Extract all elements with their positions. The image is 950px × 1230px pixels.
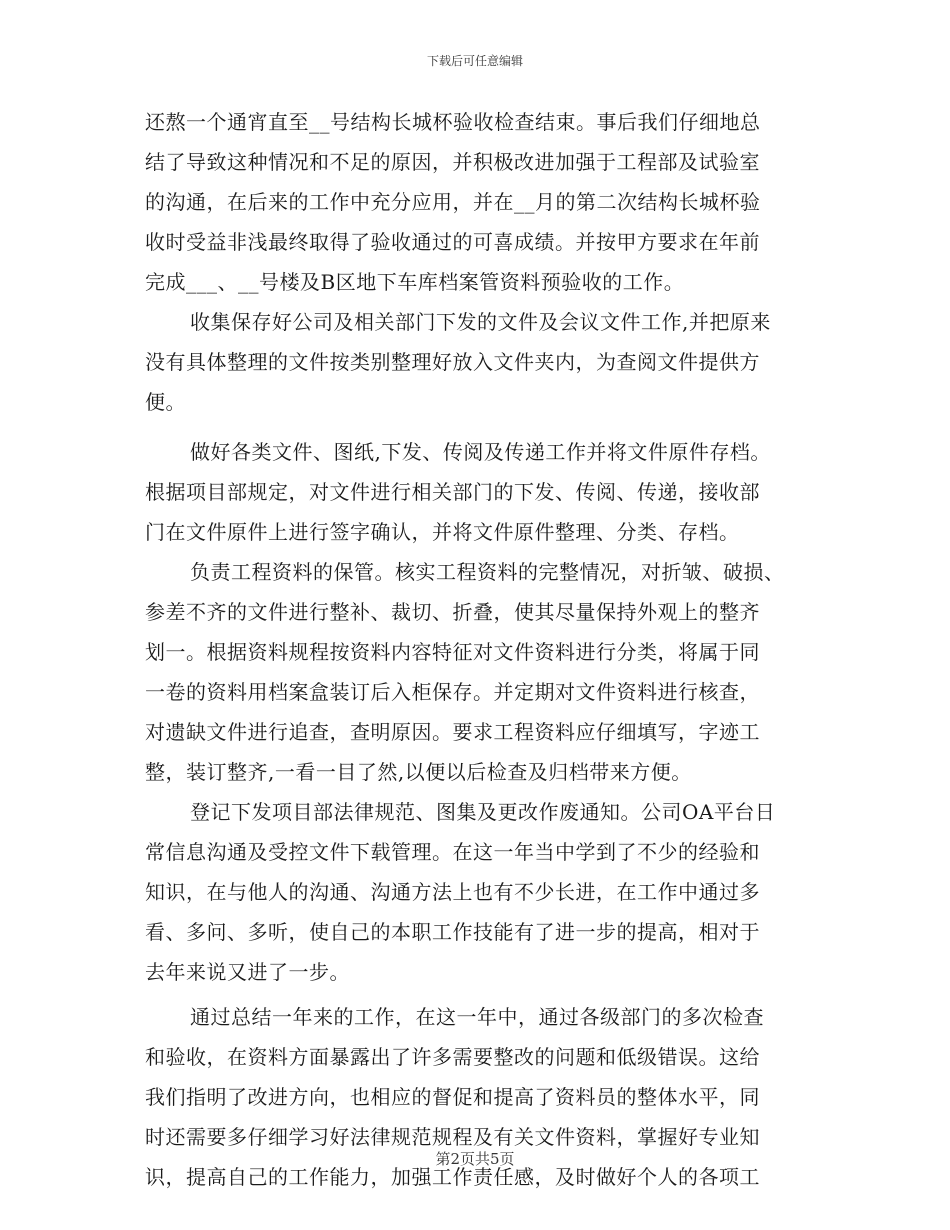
text-line: 整，装订整齐,一看一目了然,以便以后检查及归档带来方便。 — [145, 760, 692, 784]
text-line: 对遗缺文件进行追查，查明原因。要求工程资料应仔细填写，字迹工 — [145, 720, 760, 744]
paragraph-first-line: 收集保存好公司及相关部门下发的文件及会议文件工作,并把原来 — [190, 310, 771, 334]
text-line: 参差不齐的文件进行整补、裁切、折叠，使其尽量保持外观上的整齐 — [145, 600, 760, 624]
text-line: 识，提高自己的工作能力，加强工作责任感，及时做好个人的各项工 — [145, 1165, 760, 1189]
text-line: 便。 — [145, 390, 186, 414]
text-line: 还熬一个通宵直至__号结构长城杯验收检查结束。事后我们仔细地总 — [145, 110, 761, 134]
text-line: 知识，在与他人的沟通、沟通方法上也有不少长进，在工作中通过多 — [145, 880, 760, 904]
text-line: 划一。根据资料规程按资料内容特征对文件资料进行分类，将属于同 — [145, 640, 760, 664]
page-footer: 第2页共5页 — [435, 1150, 515, 1168]
text-line: 完成___、__号楼及B区地下车库档案管资料预验收的工作。 — [145, 270, 685, 294]
page-header: 下载后可任意编辑 — [426, 54, 523, 68]
paragraph-first-line: 做好各类文件、图纸,下发、传阅及传递工作并将文件原件存档。 — [190, 440, 771, 464]
text-line: 我们指明了改进方向，也相应的督促和提高了资料员的整体水平，同 — [145, 1085, 760, 1109]
text-line: 和验收，在资料方面暴露出了许多需要整改的问题和低级错误。这给 — [145, 1045, 760, 1069]
text-line: 没有具体整理的文件按类别整理好放入文件夹内，为查阅文件提供方 — [145, 350, 760, 374]
text-line: 去年来说又进了一步。 — [145, 960, 350, 984]
text-line: 的沟通，在后来的工作中充分应用，并在__月的第二次结构长城杯验 — [145, 190, 761, 214]
text-line: 门在文件原件上进行签字确认，并将文件原件整理、分类、存档。 — [145, 520, 740, 544]
paragraph-first-line: 负责工程资料的保管。核实工程资料的完整情况，对折皱、破损、 — [190, 560, 785, 584]
text-line: 一卷的资料用档案盒装订后入柜保存。并定期对文件资料进行核查， — [145, 680, 760, 704]
paragraph-first-line: 通过总结一年来的工作，在这一年中，通过各级部门的多次检查 — [190, 1005, 764, 1029]
text-line: 收时受益非浅最终取得了验收通过的可喜成绩。并按甲方要求在年前 — [145, 230, 760, 254]
paragraph-first-line: 登记下发项目部法律规范、图集及更改作废通知。公司OA平台日 — [190, 800, 776, 824]
text-line: 根据项目部规定，对文件进行相关部门的下发、传阅、传递，接收部 — [145, 480, 760, 504]
text-line: 看、多问、多听，使自己的本职工作技能有了进一步的提高，相对于 — [145, 920, 760, 944]
text-line: 结了导致这种情况和不足的原因，并积极改进加强于工程部及试验室 — [145, 150, 760, 174]
text-line: 常信息沟通及受控文件下载管理。在这一年当中学到了不少的经验和 — [145, 840, 760, 864]
text-line: 时还需要多仔细学习好法律规范规程及有关文件资料，掌握好专业知 — [145, 1125, 760, 1149]
